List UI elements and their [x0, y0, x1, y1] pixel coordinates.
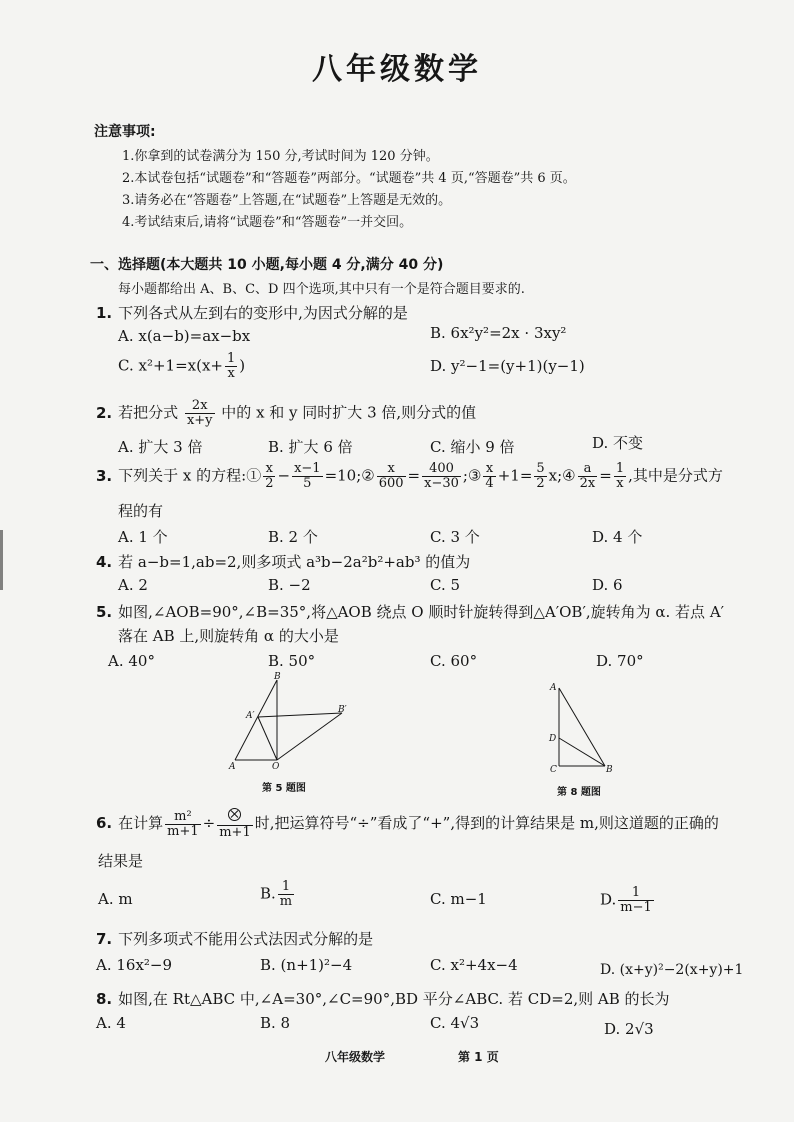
q8-option-a: A. 4: [96, 1014, 126, 1032]
question-2: [96, 399, 476, 428]
question-1: [96, 302, 408, 323]
q7-option-b: B. (n+1)²−4: [260, 956, 353, 974]
question-stem-post: 中的 x 和 y 同时扩大 3 倍,则分式的值: [221, 403, 477, 422]
question-number: 5.: [96, 603, 113, 621]
fraction-numerator: a: [578, 462, 598, 477]
fraction-denominator: x: [616, 476, 624, 491]
q3-text: +1=: [497, 466, 533, 485]
note-item: 3.请务必在“答题卷”上答题,在“试题卷”上答题是无效的。: [122, 193, 452, 208]
question-3: [96, 462, 723, 491]
question-5: [96, 601, 724, 622]
q6-text: 在计算: [118, 814, 164, 832]
question-6: [96, 808, 719, 840]
q3-text: ;③: [462, 466, 482, 485]
fraction-numerator: x−1: [294, 461, 321, 476]
segment-a1b1: [258, 713, 342, 717]
q6-operator: ÷: [202, 814, 216, 832]
point-label-b: B: [606, 765, 613, 775]
q3-fraction: [614, 462, 626, 491]
segment-a1o: [258, 717, 277, 760]
fraction-denominator: x+y: [186, 413, 213, 428]
q3-text: =10;②: [324, 466, 375, 485]
note-item: 1.你拿到的试卷满分为 150 分,考试时间为 120 分钟。: [122, 149, 439, 164]
question-8: [96, 988, 670, 1009]
q3-text: −: [277, 466, 291, 485]
q3-text: 下列关于 x 的方程:①: [118, 466, 262, 485]
q6-option-b-label: B.: [260, 884, 276, 903]
fraction-denominator: m+1: [219, 825, 251, 840]
q6-option-d: [600, 886, 656, 915]
fraction-numerator: x: [483, 462, 495, 477]
q1-option-a: A. x(a−b)=ax−bx: [118, 327, 251, 345]
figure-8-caption: 第 8 题图: [557, 787, 601, 798]
fraction-denominator: 2: [265, 476, 274, 491]
fraction-numerator: 5: [536, 461, 545, 476]
figure-5-caption: 第 5 题图: [262, 783, 306, 794]
fraction-denominator: 600: [378, 476, 404, 491]
question-number: 4.: [96, 553, 113, 571]
q4-option-a: A. 2: [118, 576, 148, 594]
fraction-numerator: 400: [422, 462, 461, 477]
question-number: 3.: [96, 466, 113, 485]
section-heading: 一、选择题(本大题共 10 小题,每小题 4 分,满分 40 分): [90, 257, 444, 273]
figure-5-diagram: [225, 672, 355, 772]
fraction-denominator: x−30: [424, 476, 459, 491]
q7-option-a: A. 16x²−9: [96, 956, 173, 974]
segment-bd: [559, 738, 605, 766]
point-label-a: A: [550, 683, 557, 693]
q2-option-c: C. 缩小 9 倍: [430, 438, 515, 456]
q8-option-d: D. 2√3: [604, 1020, 654, 1038]
footer-page-number: 第 1 页: [458, 1050, 499, 1064]
q7-option-c: C. x²+4x−4: [430, 956, 518, 974]
q4-option-c: C. 5: [430, 576, 461, 594]
question-4: [96, 551, 470, 572]
q6-option-b-fraction: [278, 880, 294, 909]
fraction-denominator: m: [279, 894, 293, 909]
fraction-denominator: 4: [485, 476, 494, 491]
notes-heading: 注意事项:: [94, 124, 156, 140]
fraction-numerator: [217, 808, 253, 826]
question-7: [96, 928, 373, 949]
q6-option-d-label: D.: [600, 890, 617, 909]
q2-fraction: [185, 399, 215, 428]
q1-option-d: D. y²−1=(y+1)(y−1): [430, 357, 585, 375]
q6-option-b: [260, 880, 296, 909]
question-stem: 下列各式从左到右的变形中,为因式分解的是: [118, 304, 408, 322]
note-item: 2.本试卷包括“试题卷”和“答题卷”两部分。“试题卷”共 4 页,“答题卷”共 6 页。: [122, 171, 576, 186]
q3-option-d: D. 4 个: [592, 528, 643, 546]
point-label-a-prime: A′: [246, 711, 255, 721]
q3-fraction: [292, 462, 323, 491]
fraction-numerator: m²: [165, 810, 201, 825]
fraction-denominator: m+1: [167, 823, 199, 839]
footer-subject: 八年级数学: [325, 1050, 386, 1064]
q3-text: x;④: [548, 466, 576, 485]
q1-option-c: [118, 352, 245, 381]
q5-option-d: D. 70°: [596, 652, 644, 670]
segment-ob1: [277, 713, 342, 760]
question-number: 7.: [96, 930, 113, 948]
q8-option-c: C. 4√3: [430, 1014, 480, 1032]
q6-fraction: [165, 810, 201, 839]
question-number: 2.: [96, 403, 113, 422]
note-item: 4.考试结束后,请将“试题卷”和“答题卷”一并交回。: [122, 215, 413, 230]
fraction-numerator: 2x: [185, 399, 215, 414]
fraction-numerator: x: [377, 462, 406, 477]
question-3-line2: 程的有: [118, 502, 164, 520]
q3-text: =: [407, 466, 421, 485]
section-intro: 每小题都给出 A、B、C、D 四个选项,其中只有一个是符合题目要求的.: [118, 282, 525, 297]
q5-option-b: B. 50°: [268, 652, 316, 670]
fraction-denominator: 2x: [579, 476, 596, 491]
q1-option-c-close: ): [239, 356, 246, 375]
q3-fraction: [377, 462, 406, 491]
q3-fraction: [534, 462, 546, 491]
q6-option-d-fraction: [618, 886, 654, 915]
q3-text: =: [599, 466, 612, 485]
question-number: 8.: [96, 990, 113, 1008]
point-label-c: C: [550, 765, 557, 775]
q4-option-d: D. 6: [592, 576, 623, 594]
q3-fraction: [263, 462, 275, 491]
point-label-b-prime: B′: [338, 705, 347, 715]
question-stem-pre: 若把分式: [118, 403, 179, 422]
q4-option-b: B. −2: [268, 576, 311, 594]
q3-option-c: C. 3 个: [430, 528, 480, 546]
question-stem: 如图,在 Rt△ABC 中,∠A=30°,∠C=90°,BD 平分∠ABC. 若 CD=2,则 AB 的长为: [118, 990, 670, 1008]
q2-option-d: D. 不变: [592, 434, 644, 452]
question-stem: 如图,∠AOB=90°,∠B=35°,将△AOB 绕点 O 顺时针旋转得到△A′OB′,旋转角为 α. 若点 A′: [118, 603, 725, 621]
point-label-b: B: [274, 672, 281, 682]
q8-option-b: B. 8: [260, 1014, 291, 1032]
q1-option-c-fraction: [225, 352, 237, 381]
question-stem: 若 a−b=1,ab=2,则多项式 a³b−2a²b²+ab³ 的值为: [118, 553, 471, 571]
figure-8-diagram: [545, 680, 615, 775]
scan-edge-mark: [0, 530, 3, 590]
fraction-numerator: 1: [226, 351, 236, 366]
point-label-d: D: [549, 734, 557, 744]
point-label-a: A: [229, 762, 236, 772]
q5-option-a: A. 40°: [108, 652, 155, 670]
fraction-numerator: 1: [278, 880, 294, 895]
q3-option-a: A. 1 个: [118, 528, 168, 546]
page-title: 八年级数学: [312, 52, 482, 87]
question-stem: 下列多项式不能用公式法因式分解的是: [118, 930, 374, 948]
segment-ab: [559, 688, 605, 766]
q6-text: 时,把运算符号“÷”看成了“+”,得到的计算结果是 m,则这道题的正确的: [254, 814, 719, 832]
q2-option-b: B. 扩大 6 倍: [268, 438, 353, 456]
q3-fraction: [422, 462, 461, 491]
question-number: 1.: [96, 304, 113, 322]
segment-ab: [235, 680, 277, 760]
fraction-denominator: m−1: [620, 900, 652, 915]
question-6-line2: 结果是: [98, 852, 144, 870]
question-number: 6.: [96, 814, 113, 832]
q3-fraction: [578, 462, 598, 491]
q7-option-d: D. (x+y)²−2(x+y)+1: [600, 962, 744, 978]
fraction-denominator: x: [227, 366, 235, 381]
fraction-numerator: x: [263, 462, 275, 477]
question-5-line2: 落在 AB 上,则旋转角 α 的大小是: [118, 627, 339, 645]
q2-option-a: A. 扩大 3 倍: [118, 438, 203, 456]
q1-option-c-text: C. x²+1=x(x+: [118, 356, 223, 375]
otimes-symbol: [228, 808, 241, 821]
q6-option-a: A. m: [98, 890, 133, 908]
fraction-numerator: 1: [618, 886, 654, 901]
q6-option-c: C. m−1: [430, 890, 487, 908]
point-label-o: O: [272, 762, 280, 772]
fraction-denominator: 5: [303, 476, 312, 491]
q3-text: ,其中是分式方: [628, 466, 723, 485]
q3-fraction: [483, 462, 495, 491]
fraction-numerator: 1: [615, 461, 625, 476]
q3-option-b: B. 2 个: [268, 528, 318, 546]
q1-option-b: B. 6x²y²=2x · 3xy²: [430, 324, 567, 342]
fraction-denominator: 2: [536, 476, 545, 491]
q5-option-c: C. 60°: [430, 652, 478, 670]
q6-fraction-blank: [217, 808, 253, 840]
